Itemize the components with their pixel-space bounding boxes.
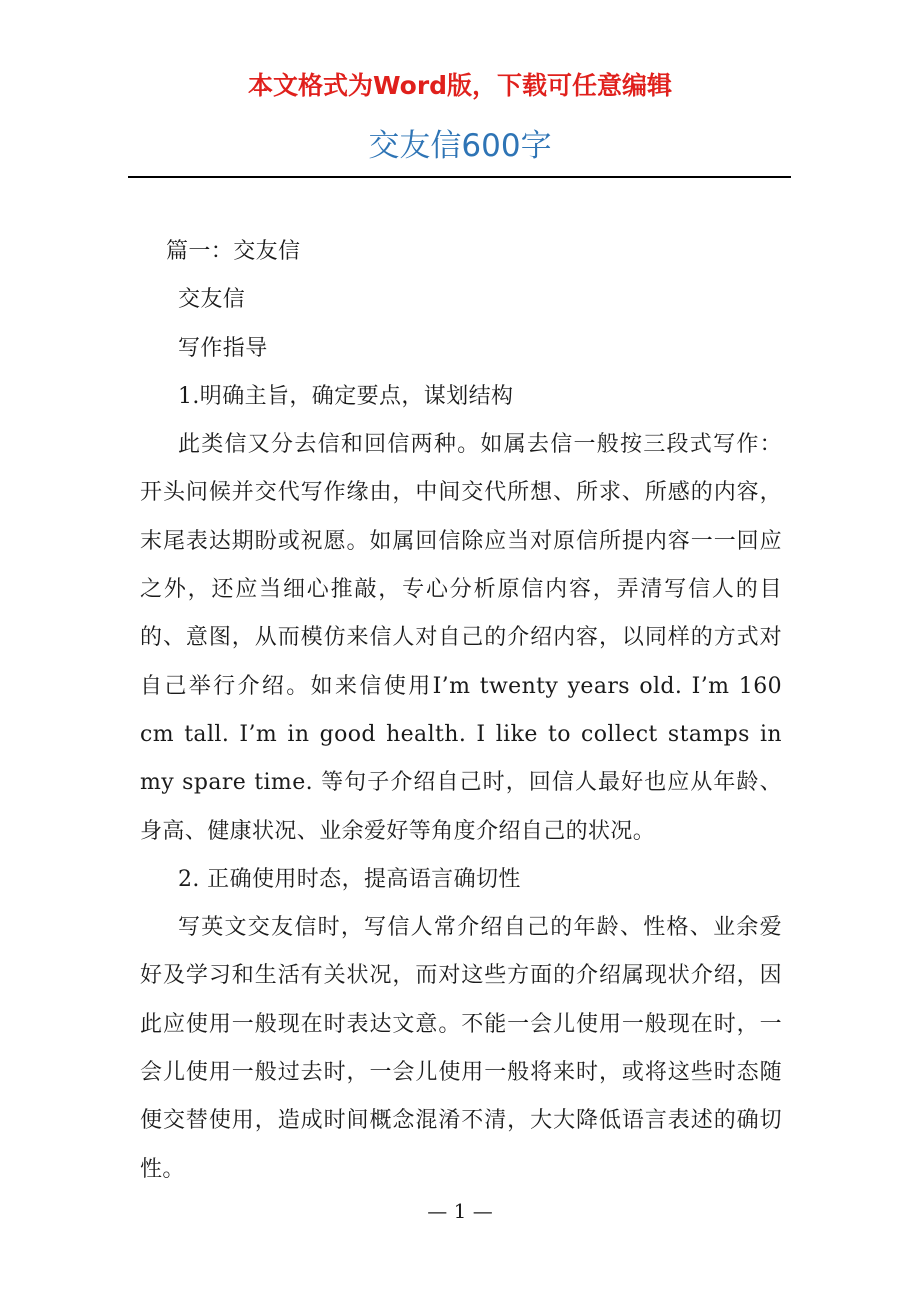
document-body [140,228,782,1194]
title-divider [128,176,791,178]
point-heading-1: 1.明确主旨，确定要点，谋划结构 [178,383,514,409]
document-title: 交友信600字 [368,128,552,164]
body-paragraph-1: 此类信又分去信和回信两种。如属去信一般按三段式写作：开头问候并交代写作缘由，中间交代所想、所求、所感的内容，末尾表达期盼或祝愿。如属回信除应当对原信所提内容一一回应之外，还应当细心推敲，专心分析原信内容，弄清写信人的目的、意图，从而模仿来信人对自己的介绍内容，以同样的方式对自己举行介绍。如来信使用I’m twenty years old. I’m 160 cm tall. I’m in good health. I like to collect stamps in my spare time. 等句子介绍自己时，回信人最好也应从年龄、身高、健康状况、业余爱好等角度介绍自己的状况。 [140,432,782,844]
body-paragraph-2: 写英文交友信时，写信人常介绍自己的年龄、性格、业余爱好及学习和生活有关状况，而对这些方面的介绍属现状介绍，因此应使用一般现在时表达文意。不能一会儿使用一般现在时，一会儿使用一般过去时，一会儿使用一般将来时，或将这些时态随便交替使用，造成时间概念混淆不清，大大降低语言表述的确切性。 [140,915,782,1182]
download-banner: 本文格式为Word版，下载可任意编辑 [247,71,673,100]
section-heading: 篇一：交友信 [166,239,301,264]
page-number: — 1 — [427,1199,493,1223]
subheading-writing-guide: 写作指导 [178,335,268,361]
point-heading-2: 2. 正确使用时态，提高语言确切性 [178,866,521,892]
letter-heading: 交友信 [178,287,246,313]
